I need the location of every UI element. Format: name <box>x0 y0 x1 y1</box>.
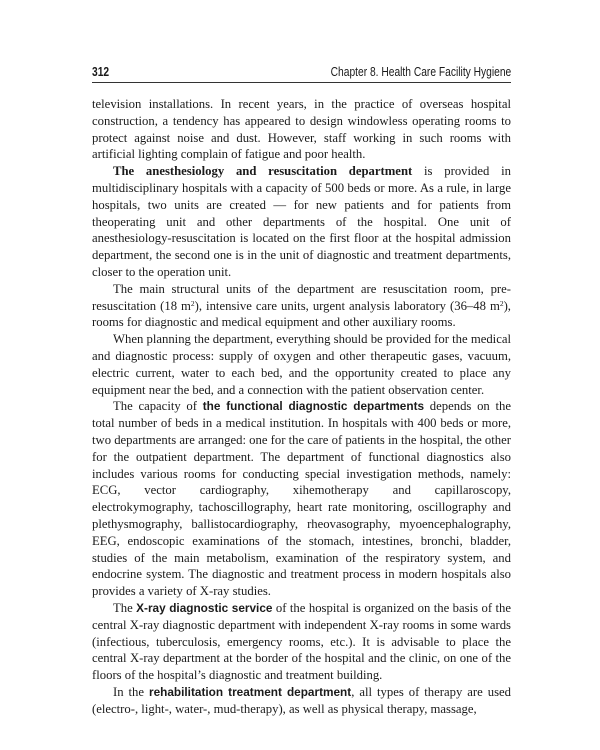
paragraph-planning <box>92 331 511 398</box>
term-functional-diagnostic-departments: the functional diagnostic departments <box>202 399 425 414</box>
term-xray-diagnostic-service: X-ray diagnostic service <box>136 600 273 615</box>
paragraph-xray-service <box>92 600 511 684</box>
paragraph-lead: The capacity of <box>113 399 203 414</box>
paragraph-text: is provided in multidisciplinary hospitals with a capacity of 500 beds or more. As a rule, in large hospitals, two units are created — for new patients and for patients from theoperating unit and other departments of the hospital. One unit of anesthesiology-resuscitation is located on the first floor at the hospital admission department, the second one is in the unit of diagnostic and treatment departments, closer to the operation unit. <box>92 164 511 279</box>
paragraph-functional-diagnostics <box>92 398 511 600</box>
paragraph-text: The main structural units of the department are resuscitation room, pre-resuscitation (18 m <box>92 281 511 313</box>
page-number: 312 <box>92 65 110 79</box>
paragraph-structural-units <box>92 281 511 331</box>
term-anesthesiology-department: The anesthesiology and resuscitation department <box>113 164 413 179</box>
paragraph-operating-rooms-continuation <box>92 96 511 163</box>
paragraph-text: ), rooms for diagnostic and medical equipment and other auxiliary rooms. <box>92 298 511 330</box>
paragraph-text: of the hospital is organized on the basis of the central X-ray diagnostic department with independent X-ray rooms in some wards (infectious, tuberculosis, emergency rooms, etc.). It is advisable to place the central X-ray department at the border of the hospital and the clinic, on one of the floors of the hospital’s diagnostic and treatment building. <box>92 600 511 683</box>
paragraph-rehabilitation <box>92 684 511 718</box>
body-text <box>92 96 511 717</box>
term-rehabilitation-department: rehabilitation treatment department <box>149 684 352 699</box>
paragraph-lead: In the <box>113 684 149 699</box>
page-header <box>92 64 511 83</box>
paragraph-text: depends on the total number of beds in a medical institution. In hospitals with 400 beds or more, two departments are arranged: one for the care of patients in the hospital, the other for the outpatient department. The department of functional diagnostics also includes various rooms for conducting special investigation methods, namely: ECG, vector cardiography, xihemotherapy and capillaroscopy, electrokymography, tachoscillography, heart rate monitoring, oscillography and plethysmography, ballistocardiography, rheovasography, myoencephalography, EEG, endoscopic examinations of the stomach, intestines, bronchi, bladder, studies of the main metabolism, examination of the respiratory system, and endocrine system. The diagnostic and treatment process in modern hospitals also provides a variety of X-ray studies. <box>92 399 511 599</box>
paragraph-text: , all types of therapy are used (electro-, light-, water-, mud-therapy), as well as physical therapy, massage, <box>92 684 511 716</box>
paragraph-lead: The <box>113 600 137 615</box>
paragraph-anesthesiology <box>92 163 511 281</box>
running-head: Chapter 8. Health Care Facility Hygiene <box>330 65 511 79</box>
paragraph-text: ), intensive care units, urgent analysis laboratory (36–48 m <box>194 298 500 313</box>
paragraph-text: When planning the department, everything should be provided for the medical and diagnostic process: supply of oxygen and other therapeutic gases, vacuum, electric current, water to each bed, and the opportunity created to place any equipment near the bed, and a connection with the patient observation center. <box>92 332 511 397</box>
superscript: 2 <box>499 298 504 308</box>
superscript: 2 <box>190 298 195 308</box>
paragraph-text: television installations. In recent years, in the practice of overseas hospital construction, a tendency has appeared to design windowless operating rooms to protect against noise and dust. However, staff working in such rooms with artificial lighting complain of fatigue and poor health. <box>92 97 511 162</box>
